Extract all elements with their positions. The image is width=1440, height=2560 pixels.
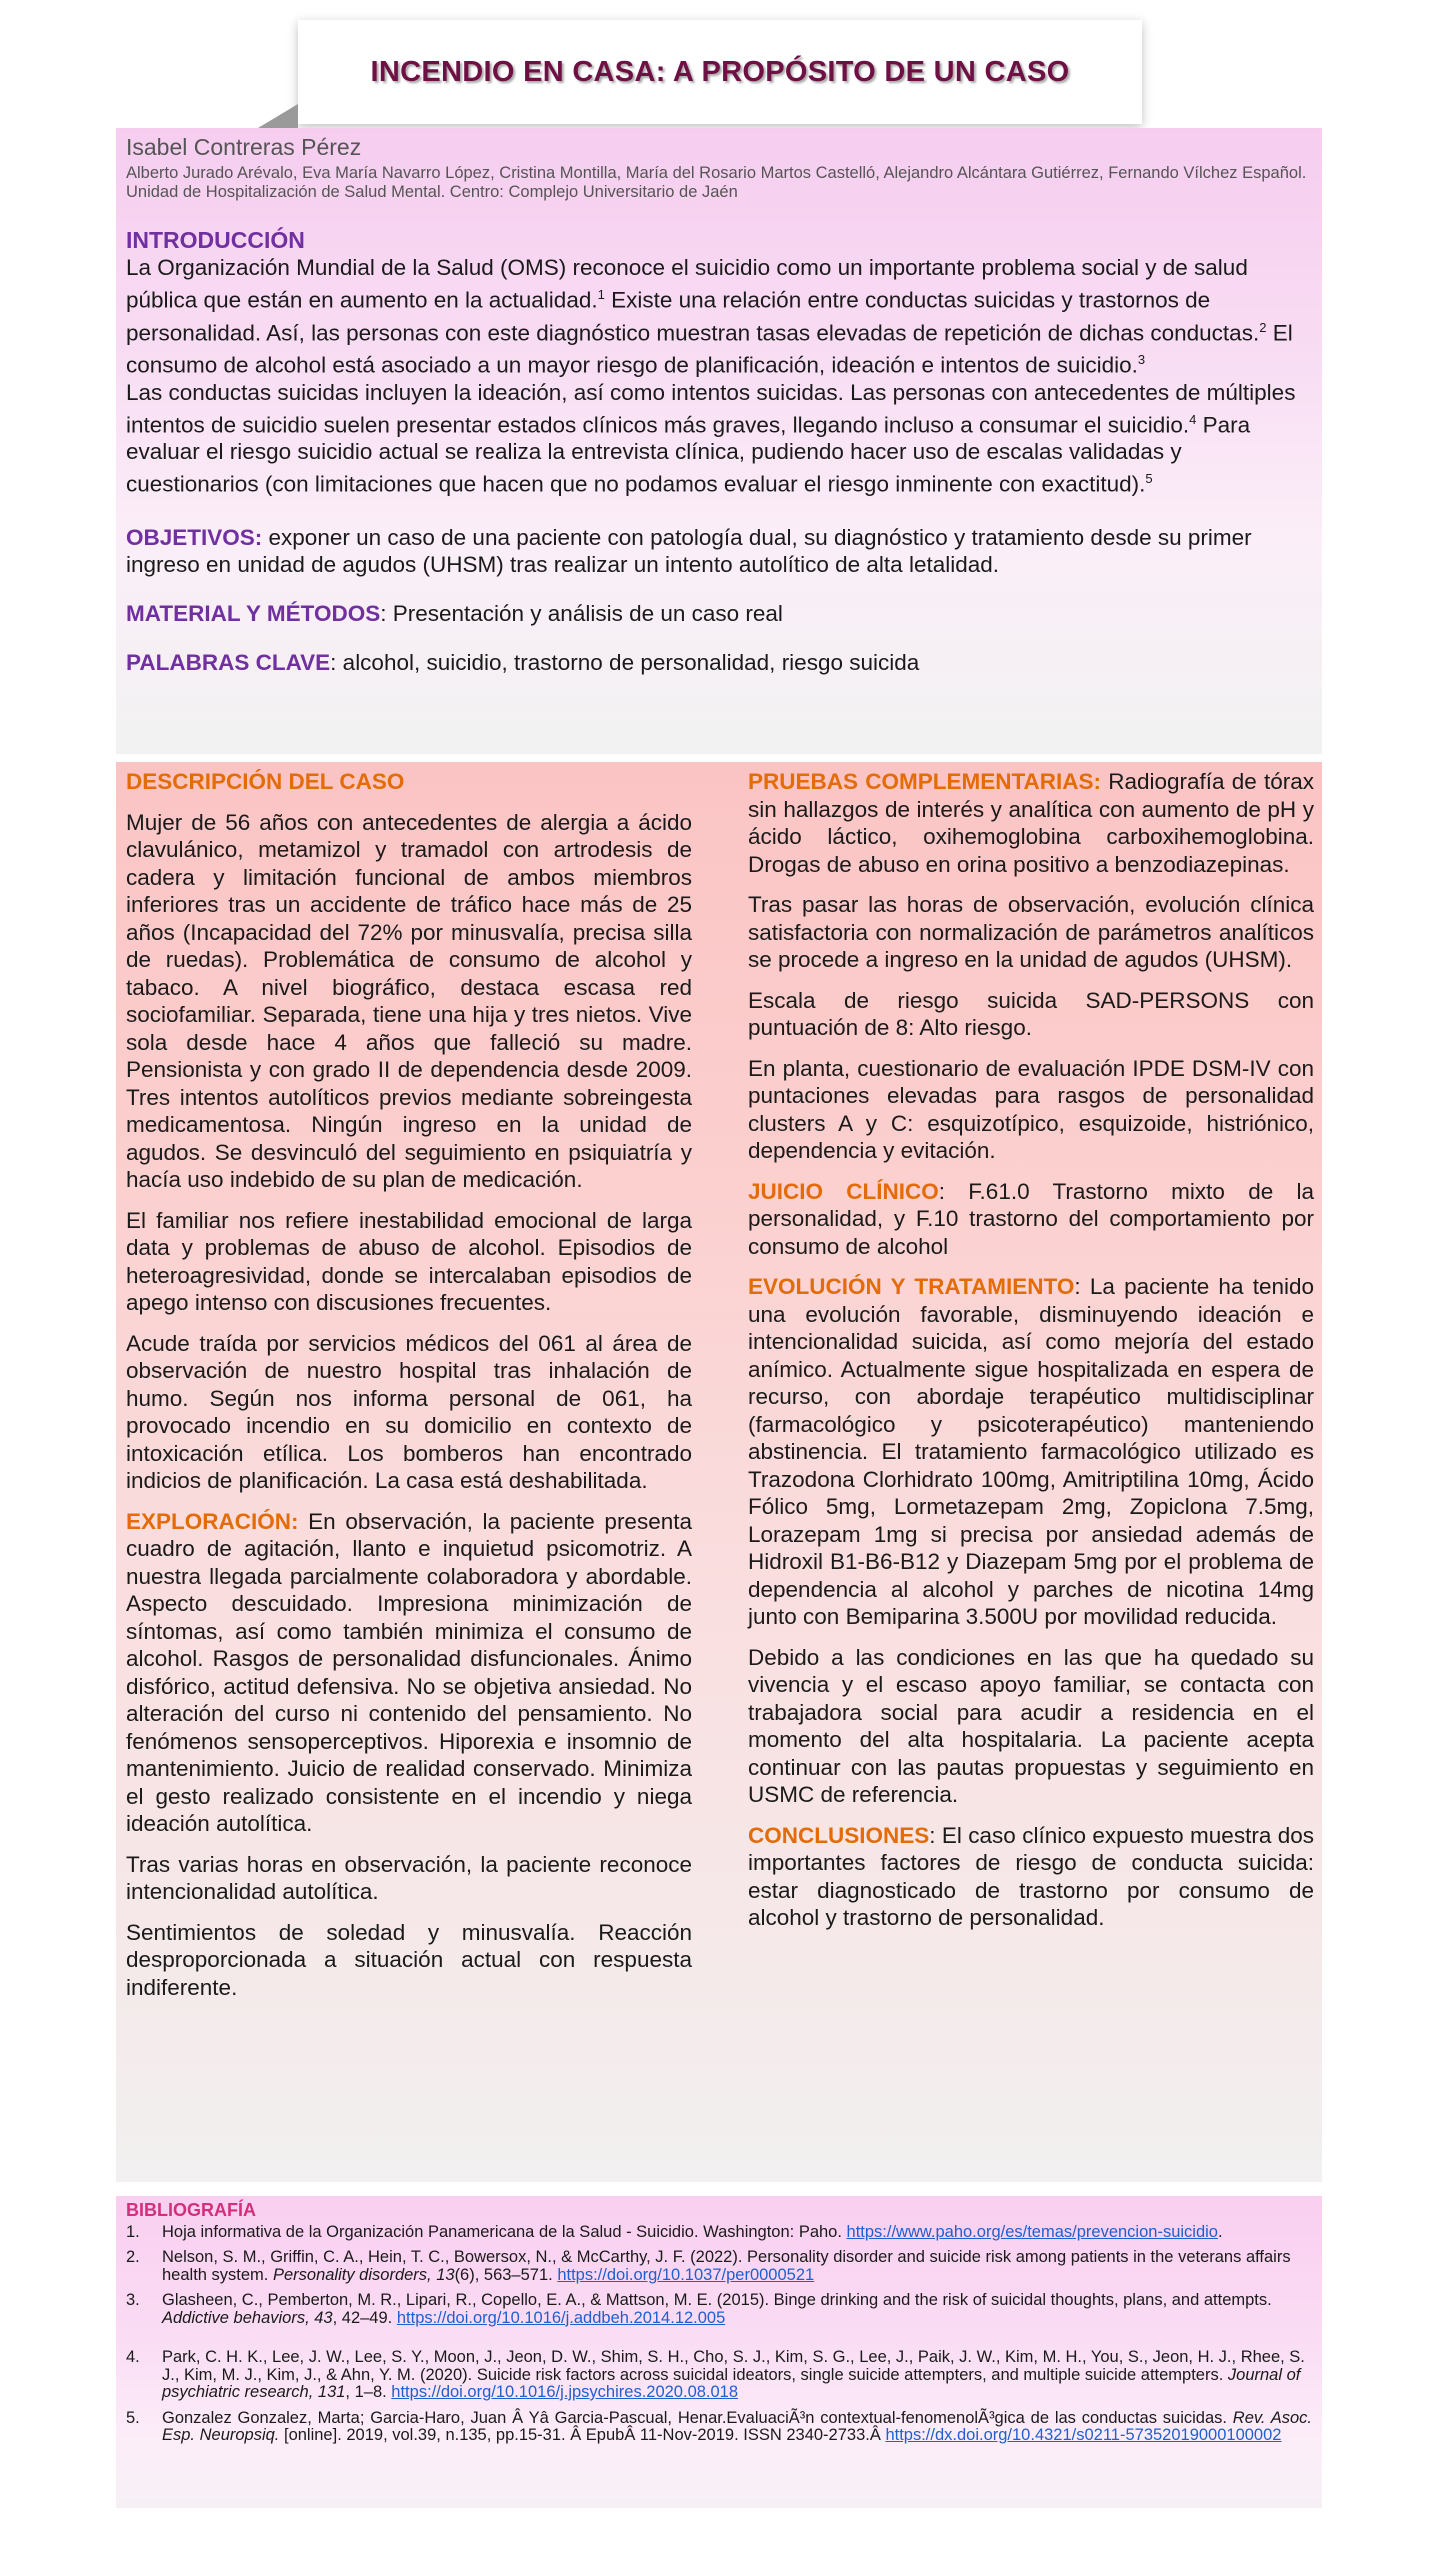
case-panel [116, 762, 1322, 2182]
descripcion-heading: DESCRIPCIÓN DEL CASO [126, 769, 405, 794]
intro-paragraph-1: La Organización Mundial de la Salud (OMS) reconoce el suicidio como un importante problema social y de salud pública que están en aumento en la actualidad.$^1$ Existe una relación entre conductas suicidas y trastornos de personalidad. Así, las personas con este diagnóstico muestran tasas elevadas de repetición de dichas conductas.$^2$ El consumo de alcohol está asociado a un mayor riesgo de planificación, ideación e intentos de suicidio.$^3$ [126, 255, 1293, 378]
right-column [748, 768, 1314, 1945]
objetivos-heading: OBJETIVOS: [126, 524, 263, 550]
title-card [298, 20, 1142, 124]
tras-paragraph: Tras pasar las horas de observación, evolución clínica satisfactoria con normalización de parámetros analíticos se procede a ingreso en la unidad de agudos (UHSM). [748, 892, 1314, 972]
conclusiones-heading: CONCLUSIONES [748, 1822, 930, 1848]
escala-paragraph: Escala de riesgo suicida SAD-PERSONS con puntuación de 8: Alto riesgo. [748, 987, 1314, 1040]
bibliography-panel [116, 2196, 1322, 2508]
descripcion-paragraph-2: El familiar nos refiere inestabilidad emocional de larga data y problemas de abuso de alcohol. Episodios de heteroagresividad, donde se intercalaban episodios de apego intenso con discusiones frecuentes. [126, 1207, 692, 1315]
material-heading: MATERIAL Y MÉTODOS [126, 600, 381, 626]
reference-1: 1. Hoja informativa de la Organización Panamericana de la Salud - Suicidio. Washington: Paho. https://www.paho.org/es/temas/prevencion-suicidio. [126, 2222, 1223, 2241]
juicio-paragraph: JUICIO CLÍNICO: F.61.0 Trastorno mixto de la personalidad, y F.10 trastorno del comportamiento por consumo de alcohol [748, 1178, 1314, 1259]
intro-paragraph-2: Las conductas suicidas incluyen la ideación, así como intentos suicidas. Las personas con antecedentes de múltiples intentos de suicidio suelen presentar estados clínicos más graves, llegando incluso a consumar el suicidio.$^4$ Para evaluar el riesgo suicidio actual se realiza la entrevista clínica, pudiendo hacer uso de escalas validadas y cuestionarios (con limitaciones que hacen que no podamos evaluar el riesgo inminente con exactitud).$^5$ [126, 379, 1296, 497]
bibliography-heading: BIBLIOGRAFÍA [126, 2200, 256, 2220]
exploracion-heading: EXPLORACIÓN: [126, 1508, 299, 1534]
palabras-clave: PALABRAS CLAVE: alcohol, suicidio, trastorno de personalidad, riesgo suicida [126, 649, 920, 675]
evolucion-heading: EVOLUCIÓN Y TRATAMIENTO [748, 1274, 1075, 1299]
reference-4-link[interactable]: https://doi.org/10.1016/j.jpsychires.2020.08.018 [391, 2383, 739, 2401]
title-fold-decoration [258, 104, 298, 128]
reference-5: 5. Gonzalez Gonzalez, Marta; Garcia-Haro, Juan Â Yâ Garcia-Pascual, Henar.EvaluaciÃ³n contextual-fenomenolÃ³gica de las conductas suicidas. Rev. Asoc. Esp. Neuropsiq. [online]. 2019, vol.39, n.135, pp.15-31. Â EpubÂ 11-Nov-2019. ISSN 2340-2733.Â https://dx.doi.org/10.4321/s0211-57352019000100002 [126, 2408, 1312, 2444]
reference-1-link[interactable]: https://www.paho.org/es/temas/prevencion-suicidio [846, 2222, 1218, 2241]
objetivos: OBJETIVOS: exponer un caso de una paciente con patología dual, su diagnóstico y tratamiento desde su primer ingreso en unidad de agudos (UHSM) tras realizar un intento autolítico de alta letalidad. [126, 524, 1252, 577]
reference-2-link[interactable]: https://doi.org/10.1037/per0000521 [557, 2265, 815, 2284]
main-author: Isabel Contreras Pérez [126, 134, 362, 160]
descripcion-paragraph-1: Mujer de 56 años con antecedentes de alergia a ácido clavulánico, metamizol y tramadol con artrodesis de cadera y limitación funcional de ambos miembros inferiores tras un accidente de tráfico hace más de 25 años (Incapacidad del 72% por minusvalía, precisa silla de ruedas). Problemática de consumo de alcohol y tabaco. A nivel biográfico, destaca escasa red sociofamiliar. Separada, tiene una hija y tres nietos. Vive sola desde hace 4 años que falleció su madre. Pensionista y con grado II de dependencia desde 2009. Tres intentos autolíticos previos mediante sobreingesta medicamentosa. Ningún ingreso en la unidad de agudos. Se desvinculó del seguimiento en psiquiatría y hacía uso indebido de su plan de medicación. [126, 809, 692, 1192]
reference-3: 3. Glasheen, C., Pemberton, M. R., Lipari, R., Copello, E. A., & Mattson, M. E. (2015). Binge drinking and the risk of suicidal thoughts, plans, and attempts. Addictive behaviors, 43, 42–49. https://doi.org/10.1016/j.addbeh.2014.12.005 [126, 2291, 1272, 2327]
poster-title: INCENDIO EN CASA: A PROPÓSITO DE UN CASO [370, 55, 1070, 88]
juicio-heading: JUICIO CLÍNICO [748, 1178, 939, 1204]
descripcion-paragraph-3: Acude traída por servicios médicos del 061 al área de observación de nuestro hospital tras inhalación de humo. Según nos informa personal de 061, ha provocado incendio en su domicilio en contexto de intoxicación etílica. Los bomberos han encontrado indicios de planificación. La casa está deshabilitada. [126, 1330, 692, 1493]
intro-heading: INTRODUCCIÓN [126, 227, 305, 254]
reference-4: 4. Park, C. H. K., Lee, J. W., Lee, S. Y., Moon, J., Jeon, D. W., Shim, S. H., Cho, S. J., Kim, S. G., Lee, J., Paik, J. W., Kim, M. H., You, S., Jeon, H. J., Rhee, S. J., Kim, M. J., Kim, J., & Ahn, Y. M. (2020). Suicide risk factors across suicidal ideators, single suicide attempters, and multiple suicide attempters. Journal of psychiatric research, 131, 1–8. https://doi.org/10.1016/j.jpsychires.2020.08.018 [126, 2348, 1305, 2401]
reference-5-link[interactable]: https://dx.doi.org/10.4321/s0211-57352019000100002 [885, 2426, 1282, 2444]
sentimientos-paragraph: Sentimientos de soledad y minusvalía. Reacción desproporcionada a situación actual con respuesta indiferente. [126, 1919, 692, 2000]
palabras-heading: PALABRAS CLAVE [126, 649, 331, 675]
coauthors: Alberto Jurado Arévalo, Eva María Navarro López, Cristina Montilla, María del Rosario Martos Castelló, Alejandro Alcántara Gutiérrez, Fernando Vílchez Español. Unidad de Hospitalización de Salud Mental. Centro: Complejo Universitario de Jaén [126, 163, 1307, 202]
conclusiones-paragraph: CONCLUSIONES: El caso clínico expuesto muestra dos importantes factores de riesgo de conducta suicida: estar diagnosticado de trastorno por consumo de alcohol y trastorno de personalidad. [748, 1822, 1314, 1930]
observacion-paragraph: Tras varias horas en observación, la paciente reconoce intencionalidad autolítica. [126, 1851, 692, 1904]
evolucion-paragraph: EVOLUCIÓN Y TRATAMIENTO: La paciente ha tenido una evolución favorable, disminuyendo ideación e intencionalidad suicida, así como mejoría del estado anímico. Actualmente sigue hospitalizada en espera de recurso, con abordaje terapéutico multidisciplinar (farmacológico y psicoterapéutico) manteniendo abstinencia. El tratamiento farmacológico utilizado es Trazodona Clorhidrato 100mg, Amitriptilina 10mg, Ácido Fólico 5mg, Lormetazepam 2mg, Zopiclona 7.5mg, Lorazepam 1mg si precisa por ansiedad además de Hidroxil B1-B6-B12 y Diazepam 5mg por el problema de dependencia al alcohol y parches de nicotina 14mg junto con Bemiparina 3.500U por movilidad reducida. [748, 1274, 1314, 1629]
debido-paragraph: Debido a las condiciones en las que ha quedado su vivencia y el escaso apoyo familiar, se contacta con trabajadora social para acudir a residencia en el momento del alta hospitalaria. La paciente acepta continuar con las pautas propuestas y seguimiento en USMC de referencia. [748, 1644, 1314, 1807]
pruebas-paragraph: PRUEBAS COMPLEMENTARIAS: Radiografía de tórax sin hallazgos de interés y analítica con aumento de pH y ácido láctico, oxihemoglobina carboxihemoglobina. Drogas de abuso en orina positivo a benzodiazepinas. [748, 769, 1315, 877]
header-panel [116, 128, 1322, 754]
material-metodos: MATERIAL Y MÉTODOS: Presentación y análisis de un caso real [126, 600, 783, 626]
pruebas-heading: PRUEBAS COMPLEMENTARIAS: [748, 769, 1102, 794]
exploracion-paragraph: EXPLORACIÓN: En observación, la paciente presenta cuadro de agitación, llanto e inquietud psicomotriz. A nuestra llegada parcialmente colaboradora y abordable. Aspecto descuidado. Impresiona minimización de síntomas, así como también minimiza el consumo de alcohol. Rasgos de personalidad disfuncionales. Ánimo disfórico, actitud defensiva. No se objetiva ansiedad. No alteración del curso ni contenido del pensamiento. No fenómenos sensoperceptivos. Hiporexia e insomnio de mantenimiento. Juicio de realidad conservado. Minimiza el gesto realizado consistente en el incendio y niega ideación autolítica. [126, 1508, 692, 1836]
reference-2: 2. Nelson, S. M., Griffin, C. A., Hein, T. C., Bowersox, N., & McCarthy, J. F. (2022). Personality disorder and suicide risk among patients in the veterans affairs health system. Personality disorders, 13(6), 563–571. https://doi.org/10.1037/per0000521 [126, 2248, 1291, 2284]
left-column [126, 768, 692, 2014]
planta-paragraph: En planta, cuestionario de evaluación IPDE DSM-IV con puntaciones elevadas para rasgos de personalidad clusters A y C: esquizotípico, esquizoide, histriónico, dependencia y evitación. [748, 1055, 1314, 1163]
reference-3-link[interactable]: https://doi.org/10.1016/j.addbeh.2014.12.005 [396, 2308, 726, 2327]
